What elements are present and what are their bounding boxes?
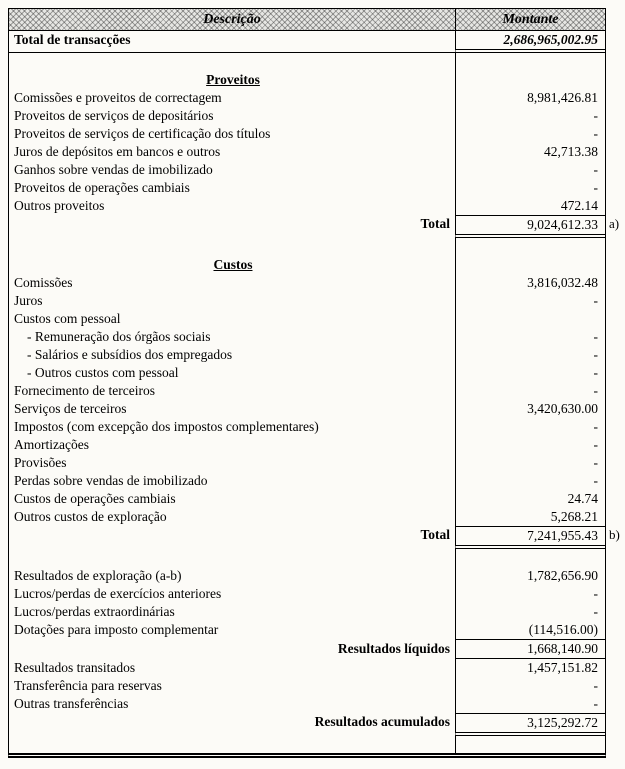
row-amount-cell [455,677,605,695]
table-row [9,585,605,603]
row-amount-cell [455,400,605,418]
row-amount-cell [455,143,605,161]
row-label: Impostos (com excepção dos impostos complementares) [14,419,319,434]
row-amount: 24.74 [567,491,598,506]
row-label: Lucros/perdas extraordinárias [14,604,175,619]
table-row [9,382,605,400]
table-row [9,508,605,526]
row-amount-cell [455,621,605,640]
row-label: Resultados líquidos [337,641,450,656]
row-amount-cell [455,161,605,179]
section-heading-row [9,71,605,89]
row-amount-cell [455,436,605,454]
row-label-cell [9,179,455,197]
row-label: Fornecimento de terceiros [14,383,155,398]
row-amount: (114,516.00) [528,622,598,637]
row-amount-cell [455,364,605,382]
table-row [9,161,605,179]
column-header-description-label: Descrição [203,12,261,27]
table-row [9,364,605,382]
row-label-cell [9,274,455,292]
row-label: Total [420,527,450,542]
row-amount-cell [455,71,605,89]
financial-statement-table [8,8,620,758]
row-label-cell [9,107,455,125]
section-heading: Custos [213,257,253,272]
row-label-cell [9,197,455,215]
row-label-cell [9,508,455,526]
footnote-marker: a) [609,216,620,231]
row-amount-cell [455,508,605,526]
row-amount: 8,981,426.81 [527,90,598,105]
row-label: Proveitos de serviços de depositários [14,108,214,123]
row-label: Comissões [14,275,73,290]
table-row [9,713,605,736]
row-label-cell [9,621,455,640]
row-label-cell [9,695,455,713]
row-label: Dotações para imposto complementar [14,622,219,637]
table-row [9,695,605,713]
row-label: Comissões e proveitos de correctagem [14,90,222,105]
row-amount: - [593,162,598,177]
table-row [9,472,605,490]
row-label-cell [9,677,455,695]
row-label-cell [9,143,455,161]
row-label: Juros de depósitos em bancos e outros [14,144,221,159]
row-amount: - [593,419,598,434]
row-label-cell [9,31,455,53]
row-amount: - [593,455,598,470]
row-label: Ganhos sobre vendas de imobilizado [14,162,213,177]
row-amount: - [593,365,598,380]
row-label: - Salários e subsídios dos empregados [27,347,233,362]
row-amount-cell [455,418,605,436]
row-amount: - [593,293,598,308]
row-amount-cell [455,238,605,256]
row-amount-cell [455,197,605,215]
row-amount-cell [455,567,605,585]
table-spacer-row [9,736,605,753]
table-row [9,418,605,436]
row-amount-cell [455,256,605,274]
row-amount: - [593,180,598,195]
section-heading: Proveitos [206,72,260,87]
row-label: Resultados acumulados [314,714,450,729]
row-label: Total [420,216,450,231]
row-amount-cell [455,346,605,364]
row-label-cell [9,526,455,549]
row-label: Transferência para reservas [14,678,162,693]
row-label-cell [9,364,455,382]
table-row [9,197,605,215]
row-amount: - [593,108,598,123]
row-label-cell [9,89,455,107]
row-amount: 1,457,151.82 [527,660,598,675]
row-label: Resultados de exploração (a-b) [14,568,182,583]
column-header-amount-label: Montante [502,12,559,27]
blank-row [9,238,605,256]
row-label-cell [9,310,455,328]
table-row [9,640,605,659]
row-amount: 3,816,032.48 [527,275,598,290]
row-amount-cell [455,31,605,53]
table-row [9,526,620,549]
table-row [9,346,605,364]
row-amount-cell [455,713,605,736]
row-amount-cell [455,659,605,677]
row-label: Amortizações [14,437,89,452]
row-label: Serviços de terceiros [14,401,127,416]
table-row [9,274,605,292]
table-row [9,621,605,640]
row-label: Outros proveitos [14,198,105,213]
row-amount: - [593,473,598,488]
row-amount: - [593,126,598,141]
row-label-cell [9,472,455,490]
row-amount: 1,668,140.90 [527,641,598,656]
row-amount: - [593,347,598,362]
row-amount-cell [455,382,605,400]
row-label: Custos de operações cambiais [14,491,176,506]
row-label-cell [9,53,455,71]
row-label-cell [9,382,455,400]
table-row [9,143,605,161]
row-label: Proveitos de serviços de certificação dos títulos [14,126,271,141]
row-label-cell [9,640,455,659]
row-amount-cell [455,695,605,713]
table-row [9,31,605,53]
table-row [9,436,605,454]
row-label-cell [9,490,455,508]
row-amount-cell [455,549,605,567]
table-row [9,490,605,508]
row-label: Outras transferências [14,696,129,711]
row-amount: - [593,586,598,601]
row-label-cell [9,713,455,736]
row-amount-cell [455,274,605,292]
table-row [9,567,605,585]
row-amount-cell [455,107,605,125]
footnote-marker: b) [609,527,620,542]
row-amount-cell [455,53,605,71]
row-label-cell [9,400,455,418]
table-row [9,310,605,328]
row-amount-cell [455,490,605,508]
column-header-description [9,9,455,30]
row-amount-cell [455,179,605,197]
row-label-cell [9,161,455,179]
row-amount: - [593,437,598,452]
table-row [9,400,605,418]
row-amount: - [593,678,598,693]
row-amount-cell [455,603,605,621]
table-row [9,89,605,107]
table-row [9,328,605,346]
row-amount-cell [455,310,605,328]
row-amount: - [593,329,598,344]
row-amount: 9,024,612.33 [527,217,598,232]
row-label: Perdas sobre vendas de imobilizado [14,473,208,488]
table-row [9,677,605,695]
spacer-label-cell [9,736,455,753]
row-label: Total de transacções [14,32,131,47]
table-body [9,31,620,736]
row-label: Resultados transitados [14,660,136,675]
row-amount-cell [455,89,605,107]
row-label-cell [9,346,455,364]
row-amount: - [593,604,598,619]
row-label-cell [9,328,455,346]
row-label: Proveitos de operações cambiais [14,180,190,195]
table-row [9,215,620,238]
row-amount-cell [455,640,605,659]
row-label-cell [9,256,455,274]
row-amount-cell [455,292,605,310]
row-amount: 3,125,292.72 [527,715,598,730]
row-amount: - [593,696,598,711]
row-amount: 42,713.38 [544,144,598,159]
row-label: - Remuneração dos órgãos sociais [27,329,211,344]
row-amount: 3,420,630.00 [527,401,598,416]
row-label-cell [9,659,455,677]
blank-row [9,53,605,71]
row-amount-cell [455,125,605,143]
table-row [9,292,605,310]
table-row [9,454,605,472]
row-amount: 2,686,965,002.95 [503,32,598,47]
row-label: Juros [14,293,43,308]
row-label-cell [9,238,455,256]
table-row [9,125,605,143]
row-amount: - [593,383,598,398]
row-label-cell [9,215,455,238]
row-label: Lucros/perdas de exercícios anteriores [14,586,222,601]
row-amount: 472.14 [560,198,598,213]
table-row [9,107,605,125]
table-row [9,603,605,621]
row-label-cell [9,71,455,89]
row-label-cell [9,603,455,621]
row-amount: 1,782,656.90 [527,568,598,583]
row-amount-cell [455,472,605,490]
row-label-cell [9,436,455,454]
row-label: Custos com pessoal [14,311,121,326]
section-heading-row [9,256,605,274]
row-label: Outros custos de exploração [14,509,167,524]
row-label: - Outros custos com pessoal [27,365,179,380]
table-row [9,659,605,677]
row-label-cell [9,549,455,567]
row-amount-cell [455,454,605,472]
row-amount: 5,268.21 [550,509,598,524]
row-label-cell [9,454,455,472]
table-row [9,179,605,197]
row-label-cell [9,567,455,585]
blank-row [9,549,605,567]
column-header-amount [455,9,605,30]
row-label-cell [9,585,455,603]
row-label: Provisões [14,455,67,470]
row-amount-cell [455,526,605,549]
spacer-amount-cell [455,736,605,753]
row-label-cell [9,292,455,310]
row-label-cell [9,418,455,436]
row-amount-cell [455,328,605,346]
row-amount-cell [455,215,605,238]
row-amount: 7,241,955.43 [527,528,598,543]
row-amount-cell [455,585,605,603]
table-header [9,9,605,31]
row-label-cell [9,125,455,143]
